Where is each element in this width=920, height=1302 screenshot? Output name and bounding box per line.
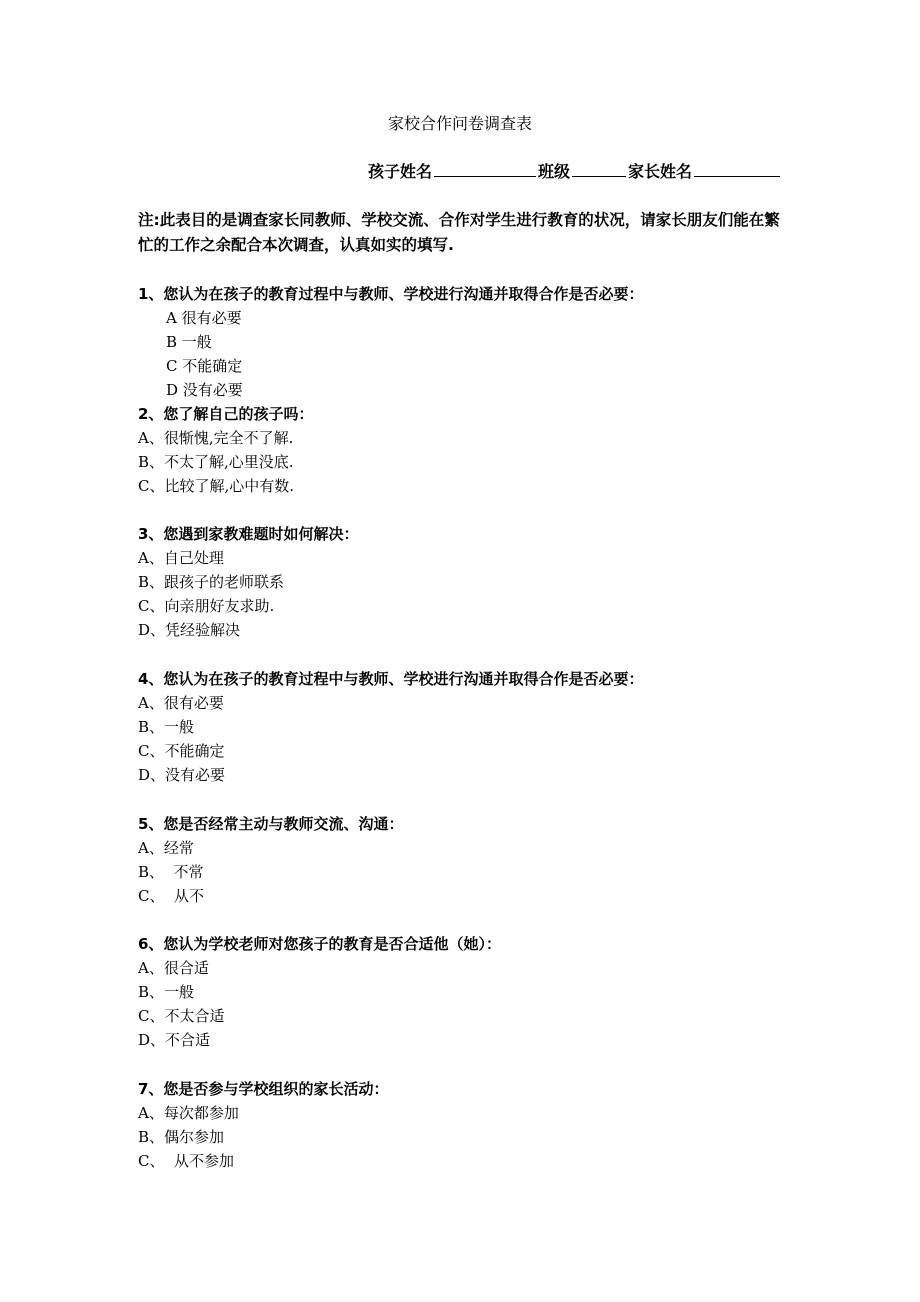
- info-line: [368, 160, 782, 184]
- question-2: 2、您了解自己的孩子吗：: [138, 405, 314, 423]
- question-6-option-d[interactable]: D、不合适: [138, 1031, 211, 1049]
- question-3-option-a[interactable]: A、自己处理: [138, 549, 224, 567]
- page-title: 家校合作问卷调查表: [387, 114, 532, 133]
- question-3-option-b[interactable]: B、跟孩子的老师联系: [138, 573, 285, 591]
- class-label: 班级: [537, 162, 570, 181]
- question-6-option-a[interactable]: A、很合适: [138, 959, 209, 977]
- question-2-option-c[interactable]: C、比较了解,心中有数.: [138, 477, 295, 495]
- question-7-option-a[interactable]: A、每次都参加: [138, 1104, 239, 1122]
- question-5-option-c[interactable]: C、 从不: [138, 887, 205, 905]
- question-7: 7、您是否参与学校组织的家长活动：: [138, 1080, 389, 1098]
- child-name-field[interactable]: [434, 160, 536, 177]
- question-4-option-a[interactable]: A、很有必要: [138, 694, 224, 712]
- parent-name-label: 家长姓名: [627, 162, 692, 181]
- question-7-option-b[interactable]: B、偶尔参加: [138, 1128, 225, 1146]
- question-4-option-d[interactable]: D、没有必要: [138, 766, 226, 784]
- question-1-option-b[interactable]: B 一般: [166, 333, 212, 351]
- question-6-option-c[interactable]: C、不太合适: [138, 1007, 225, 1025]
- question-4-option-b[interactable]: B、一般: [138, 718, 195, 736]
- question-1-option-c[interactable]: C 不能确定: [166, 357, 243, 375]
- question-2-option-b[interactable]: B、不太了解,心里没底.: [138, 453, 294, 471]
- question-5-option-b[interactable]: B、 不常: [138, 863, 204, 881]
- question-6-option-b[interactable]: B、一般: [138, 983, 195, 1001]
- question-4: 4、您认为在孩子的教育过程中与教师、学校进行沟通并取得合作是否必要：: [138, 670, 644, 688]
- question-5: 5、您是否经常主动与教师交流、沟通：: [138, 815, 404, 833]
- child-name-label: 孩子姓名: [367, 162, 432, 181]
- question-1-option-d[interactable]: D 没有必要: [166, 381, 243, 399]
- question-1: 1、您认为在孩子的教育过程中与教师、学校进行沟通并取得合作是否必要：: [138, 285, 644, 303]
- question-3: 3、您遇到家教难题时如何解决：: [138, 525, 359, 543]
- instruction-note: 注:此表目的是调查家长同教师、学校交流、合作对学生进行教育的状况，请家长朋友们能在繁忙的工作之余配合本次调查，认真如实的填写.: [138, 211, 780, 254]
- question-1-option-a[interactable]: A 很有必要: [166, 309, 242, 327]
- question-2-option-a[interactable]: A、很惭愧,完全不了解.: [138, 429, 294, 447]
- question-3-option-c[interactable]: C、向亲朋好友求助.: [138, 597, 275, 615]
- question-5-option-a[interactable]: A、经常: [138, 839, 194, 857]
- question-3-option-d[interactable]: D、凭经验解决: [138, 621, 241, 639]
- class-field[interactable]: [572, 160, 626, 177]
- question-7-option-c[interactable]: C、 从不参加: [138, 1152, 235, 1170]
- question-6: 6、您认为学校老师对您孩子的教育是否合适他（她）：: [138, 935, 501, 953]
- parent-name-field[interactable]: [694, 160, 780, 177]
- question-4-option-c[interactable]: C、不能确定: [138, 742, 225, 760]
